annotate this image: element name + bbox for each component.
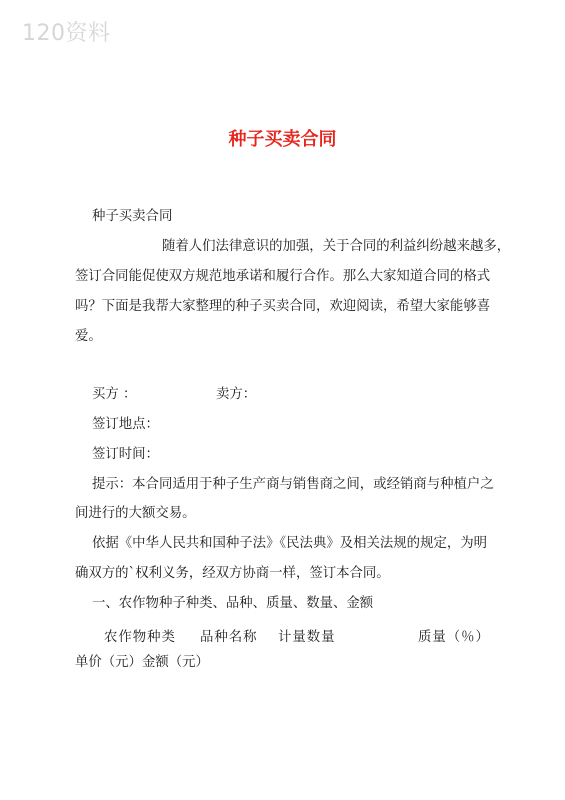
basis-line-1: 依据《中华人民共和国种子法》《民法典》及相关法规的规定，为明 — [92, 536, 488, 551]
seller-label: 卖方： — [216, 387, 257, 402]
table-header-unit-price-amount: 单价（元）金额（元） — [75, 655, 209, 670]
sign-place-label: 签订地点： — [92, 417, 159, 432]
table-header-variety: 品种名称 — [200, 630, 258, 645]
intro-line-3: 吗？下面是我帮大家整理的种子买卖合同，欢迎阅读，希望大家能够喜 — [75, 299, 491, 314]
basis-line-2: 确双方的`权利义务，经双方协商一样，签订本合同。 — [75, 566, 390, 581]
sign-time-label: 签订时间： — [92, 447, 159, 462]
table-header-crop-type: 农作物种类 — [104, 630, 176, 645]
intro-line-2: 签订合同能促使双方规范地承诺和履行合作。那么大家知道合同的格式 — [75, 269, 491, 284]
table-header-quantity: 计量数量 — [278, 630, 336, 645]
section-1-title: 一、农作物种子种类、品种、质量、数量、金额 — [92, 596, 374, 611]
table-header-quality: 质量（％） — [418, 630, 490, 645]
document-title: 种子买卖合同 — [228, 129, 337, 150]
intro-line-4: 爱。 — [75, 329, 102, 344]
intro-line-1: 随着人们法律意识的加强，关于合同的利益纠纷越来越多， — [162, 239, 511, 254]
watermark: 120资料 — [22, 21, 111, 46]
notice-line-2: 间进行的大额交易。 — [75, 506, 196, 521]
buyer-label: 买方 ： — [92, 387, 137, 402]
notice-line-1: 提示：本合同适用于种子生产商与销售商之间，或经销商与种植户之 — [92, 477, 494, 492]
document-subtitle: 种子买卖合同 — [92, 209, 173, 224]
